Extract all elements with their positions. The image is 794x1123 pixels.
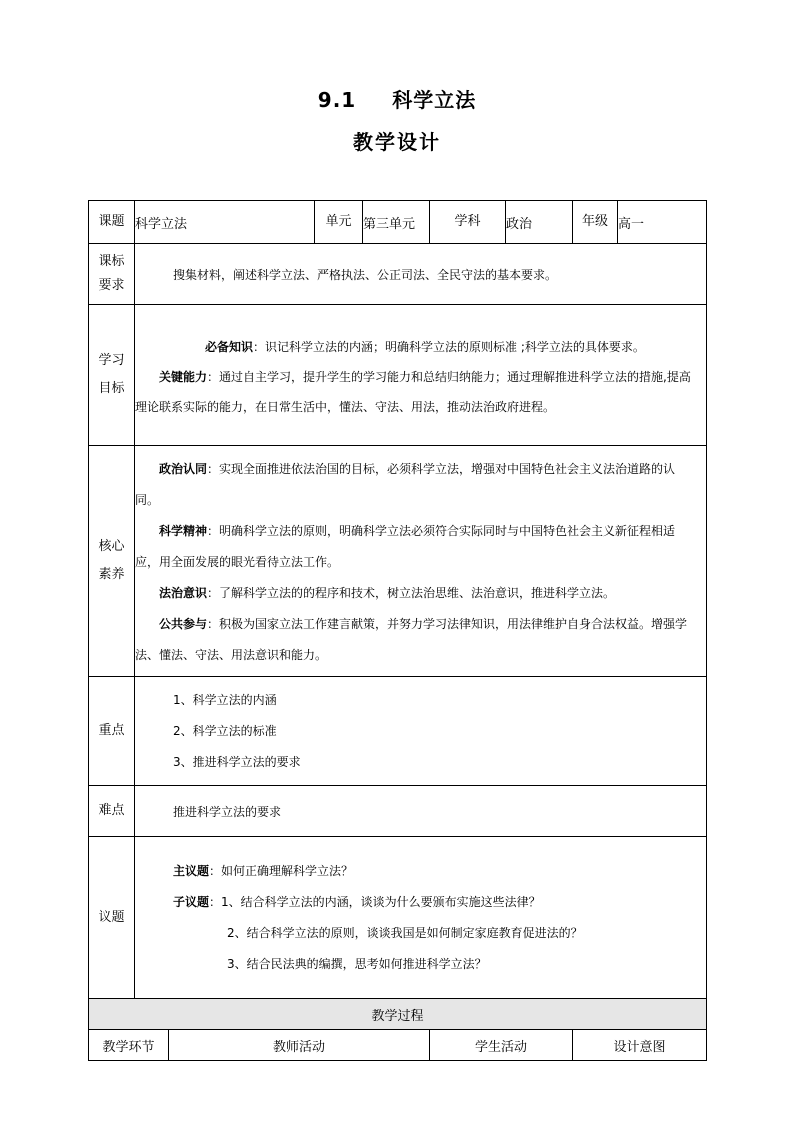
unit-label: 单元 <box>315 201 363 244</box>
process-header: 教学过程 <box>89 999 707 1030</box>
keypoints-label: 重点 <box>89 677 135 786</box>
literacy-p4-title: 公共参与 <box>159 616 208 631</box>
standard-row <box>89 244 707 305</box>
info-row <box>89 201 707 244</box>
subject-label: 学科 <box>430 201 506 244</box>
literacy-p2-text: ：明确科学立法的原则，明确科学立法必须符合实际同时与中国特色社会主义新征程相适应，用全面发展的眼光看待立法工作。 <box>135 523 676 569</box>
topics-row <box>89 837 707 999</box>
objective-knowledge-text: ：识记科学立法的内涵；明确科学立法的原则标准 ;科学立法的具体要求。 <box>253 340 645 354</box>
topics-text <box>135 837 707 999</box>
literacy-p3-title: 法治意识 <box>159 585 208 600</box>
col-student-activity: 学生活动 <box>430 1030 573 1061</box>
keypoints-list <box>135 677 707 786</box>
keypoint-item: 2、科学立法的标准 <box>173 723 277 738</box>
col-design-intent: 设计意图 <box>573 1030 707 1061</box>
section-title: 科学立法 <box>392 88 477 112</box>
literacy-p1-text: ：实现全面推进依法治国的目标，必须科学立法，增强对中国特色社会主义法治道路的认同。 <box>135 461 676 507</box>
section-number: 9.1 <box>317 88 357 112</box>
literacy-p2-title: 科学精神 <box>159 523 208 538</box>
literacy-p1-title: 政治认同 <box>159 461 208 476</box>
objectives-label: 学习目标 <box>89 305 135 446</box>
literacy-row <box>89 446 707 677</box>
sub-topic-2: 2、结合科学立法的原则，谈谈我国是如何制定家庭教育促进法的？ <box>227 925 583 940</box>
literacy-p4-text: ：积极为国家立法工作建言献策，并努力学习法律知识，用法律维护自身合法权益。增强学法、懂法、守法、用法意识和能力。 <box>135 616 688 662</box>
course-label: 课题 <box>89 201 135 244</box>
literacy-p3-text: ：了解科学立法的的程序和技术，树立法治思维、法治意识，推进科学立法。 <box>207 585 616 600</box>
sub-topic-3: 3、结合民法典的编撰，思考如何推进科学立法？ <box>227 956 487 971</box>
grade-value: 高一 <box>618 201 707 244</box>
process-columns-row <box>89 1030 707 1061</box>
lesson-plan-table <box>88 200 707 1061</box>
difficulty-label: 难点 <box>89 786 135 837</box>
topics-label: 议题 <box>89 837 135 999</box>
objective-ability-text: ：通过自主学习，提升学生的学习能力和总结归纳能力；通过理解推进科学立法的措施,提高理论联系实际的能力，在日常生活中，懂法、守法、用法，推动法治政府进程。 <box>135 370 691 414</box>
standard-label: 课标要求 <box>89 244 135 305</box>
keypoints-row <box>89 677 707 786</box>
unit-value: 第三单元 <box>363 201 430 244</box>
objective-ability-title: 关键能力 <box>159 370 208 384</box>
main-topic-text: ：如何正确理解科学立法？ <box>209 863 354 878</box>
difficulty-text: 推进科学立法的要求 <box>135 786 707 837</box>
objectives-text <box>135 305 707 446</box>
sub-topic-title: 子议题 <box>173 894 210 909</box>
course-value: 科学立法 <box>135 201 315 244</box>
literacy-label: 核心素养 <box>89 446 135 677</box>
col-teacher-activity: 教师活动 <box>169 1030 430 1061</box>
objectives-row <box>89 305 707 446</box>
keypoint-item: 3、推进科学立法的要求 <box>173 754 301 769</box>
difficulty-row <box>89 786 707 837</box>
subject-value: 政治 <box>506 201 573 244</box>
process-header-row <box>89 999 707 1030</box>
objective-knowledge-title: 必备知识 <box>205 340 254 354</box>
doc-title <box>0 84 794 113</box>
doc-subtitle: 教学设计 <box>353 130 441 154</box>
standard-text: 搜集材料，阐述科学立法、严格执法、公正司法、全民守法的基本要求。 <box>135 244 707 305</box>
sub-topic-1: ：1、结合科学立法的内涵，谈谈为什么要颁布实施这些法律？ <box>209 894 541 909</box>
main-topic-title: 主议题 <box>173 863 210 878</box>
col-teaching-step: 教学环节 <box>89 1030 169 1061</box>
grade-label: 年级 <box>573 201 618 244</box>
literacy-text <box>135 446 707 677</box>
keypoint-item: 1、科学立法的内涵 <box>173 692 277 707</box>
